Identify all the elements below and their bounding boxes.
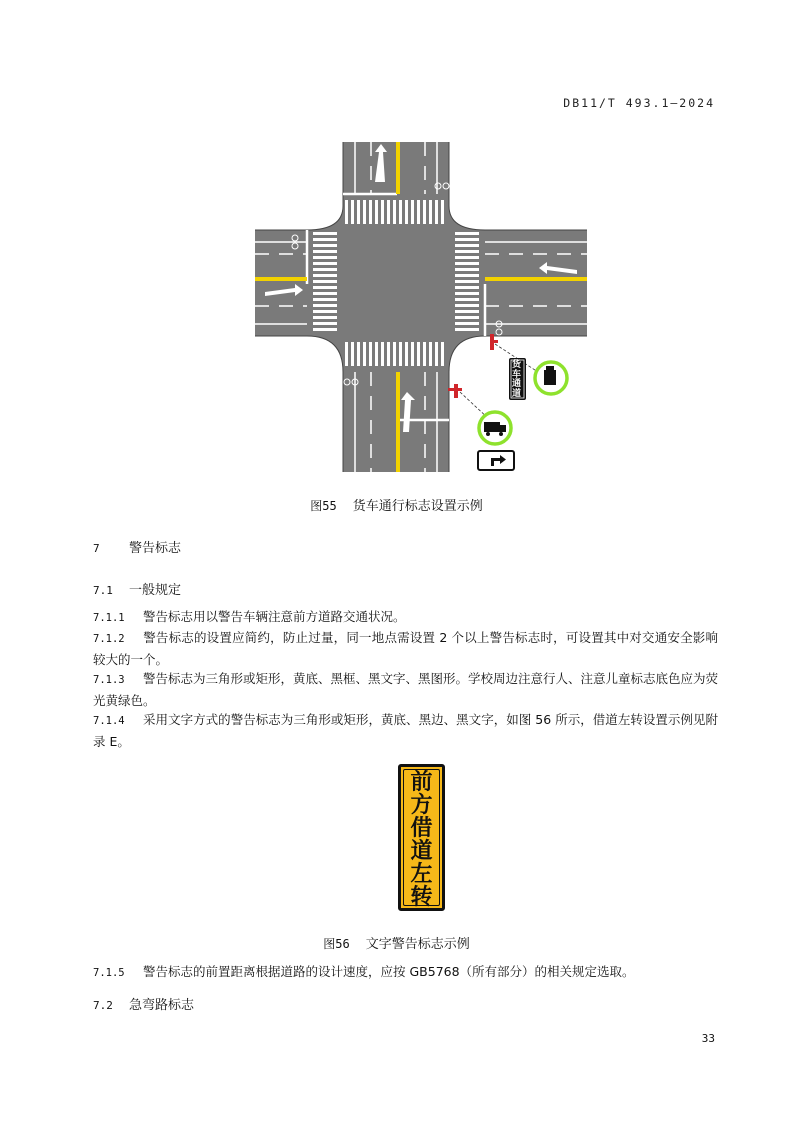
zebra-stripe [313, 250, 337, 253]
clause-number: 7.1.5 [93, 967, 125, 979]
section-7-1-number: 7.1 [93, 584, 113, 597]
zebra-stripe [405, 342, 408, 366]
section-7-2-number: 7.2 [93, 999, 113, 1012]
zebra-stripe [345, 200, 348, 224]
zebra-stripe [435, 200, 438, 224]
zebra-stripe [369, 200, 372, 224]
clause-text: 警告标志的设置应简约，防止过量，同一地点需设置 2 个以上警告标志时，可设置其中对交通安全影响较大的一个。 [93, 630, 718, 667]
zebra-stripe [455, 280, 479, 283]
clause-text: 采用文字方式的警告标志为三角形或矩形，黄底、黑边、黑文字，如图 56 所示，借道左转设置示例见附录 E。 [93, 712, 718, 749]
zebra-stripe [313, 316, 337, 319]
figure56-caption [0, 933, 793, 952]
zebra-stripe [313, 280, 337, 283]
zebra-stripe [429, 200, 432, 224]
figure55-number: 图55 [310, 499, 337, 513]
truck-sign-assembly [440, 330, 590, 475]
zebra-stripe [313, 238, 337, 241]
clause-text: 警告标志的前置距离根据道路的设计速度，应按 GB5768（所有部分）的相关规定选取。 [143, 964, 635, 979]
zebra-stripe [423, 200, 426, 224]
zebra-stripe [387, 200, 390, 224]
sign-inner-border [403, 769, 440, 910]
zebra-stripe [357, 200, 360, 224]
section-7-2-heading [93, 994, 194, 1013]
sign-char: 方 [410, 793, 433, 818]
zebra-stripe [455, 286, 479, 289]
clause-text: 警告标志用以警告车辆注意前方道路交通状况。 [143, 609, 406, 624]
leader-lines [460, 344, 538, 420]
clause-7-1-1 [93, 607, 718, 629]
zebra-stripe [313, 292, 337, 295]
zebra-stripe [423, 342, 426, 366]
clause-number: 7.1.2 [93, 633, 125, 645]
zebra-stripe [393, 342, 396, 366]
zebra-stripe [381, 342, 384, 366]
sign-posts [448, 334, 498, 398]
clause-7-1-5 [93, 962, 718, 984]
clause-7-1-3 [93, 669, 718, 711]
figure55-caption [0, 495, 793, 514]
zebra-stripe [313, 286, 337, 289]
zebra-stripe [363, 200, 366, 224]
zebra-stripe [455, 274, 479, 277]
zebra-stripe [429, 342, 432, 366]
zebra-stripe [411, 342, 414, 366]
zebra-stripe [313, 298, 337, 301]
page-number: 33 [701, 1032, 715, 1045]
clause-7-1-2 [93, 628, 718, 670]
sign-char: 转 [410, 885, 433, 910]
borrow-lane-left-turn-sign [398, 764, 445, 911]
truck-sign-2 [479, 412, 511, 444]
zebra-stripe [417, 342, 420, 366]
zebra-stripe [313, 274, 337, 277]
figure56-title: 文字警告标志示例 [365, 937, 470, 952]
zebra-stripe [455, 298, 479, 301]
right-turn-arrow-plate [478, 451, 514, 470]
clause-text: 警告标志为三角形或矩形，黄底、黑框、黑文字、黑图形。学校周边注意行人、注意儿童标志底色应为荧光黄绿色。 [93, 671, 719, 708]
zebra-stripe [387, 342, 390, 366]
zebra-stripe [363, 342, 366, 366]
zebra-stripe [455, 232, 479, 235]
zebra-stripe [399, 342, 402, 366]
section-7-title: 警告标志 [129, 541, 182, 556]
section-7-1-title: 一般规定 [129, 583, 182, 598]
sign-char: 左 [410, 862, 433, 887]
section-7-2-title: 急弯路标志 [129, 998, 195, 1013]
zebra-stripe [405, 200, 408, 224]
zebra-stripe [313, 328, 337, 331]
sign-char: 前 [410, 770, 433, 795]
zebra-stripe [393, 200, 396, 224]
zebra-stripe [345, 342, 348, 366]
section-7-number: 7 [93, 542, 100, 555]
zebra-stripe [455, 268, 479, 271]
zebra-stripe [441, 200, 444, 224]
zebra-stripe [435, 342, 438, 366]
zebra-stripe [313, 244, 337, 247]
zebra-stripe [455, 292, 479, 295]
zebra-stripe [455, 238, 479, 241]
sign-char: 道 [410, 839, 433, 864]
zebra-stripe [313, 256, 337, 259]
zebra-stripe [313, 304, 337, 307]
zebra-stripe [455, 256, 479, 259]
document-code: DB11/T 493.1—2024 [563, 96, 715, 110]
zebra-stripe [455, 316, 479, 319]
clause-number: 7.1.3 [93, 674, 125, 686]
zebra-stripe [417, 200, 420, 224]
figure55-title: 货车通行标志设置示例 [352, 499, 483, 514]
zebra-stripe [399, 200, 402, 224]
zebra-stripe [313, 322, 337, 325]
zebra-stripe [381, 200, 384, 224]
zebra-stripe [313, 232, 337, 235]
clause-7-1-4 [93, 710, 718, 752]
zebra-stripe [313, 262, 337, 265]
zebra-stripe [351, 200, 354, 224]
zebra-stripe [369, 342, 372, 366]
zebra-stripe [455, 262, 479, 265]
zebra-stripe [455, 250, 479, 253]
sign-char: 借 [410, 816, 433, 841]
truck-route-plate-text: 货车通道 [511, 360, 521, 399]
zebra-stripe [313, 268, 337, 271]
clause-number: 7.1.4 [93, 715, 125, 727]
zebra-stripe [375, 200, 378, 224]
zebra-stripe [455, 244, 479, 247]
zebra-stripe [351, 342, 354, 366]
section-7-heading [93, 537, 181, 556]
clause-number: 7.1.1 [93, 612, 125, 624]
zebra-stripe [411, 200, 414, 224]
truck-sign-1 [535, 362, 567, 394]
zebra-stripe [455, 304, 479, 307]
zebra-stripe [357, 342, 360, 366]
figure56-number: 图56 [323, 937, 350, 951]
section-7-1-heading [93, 579, 181, 598]
zebra-stripe [375, 342, 378, 366]
zebra-stripe [455, 322, 479, 325]
zebra-stripe [313, 310, 337, 313]
zebra-stripe [455, 310, 479, 313]
